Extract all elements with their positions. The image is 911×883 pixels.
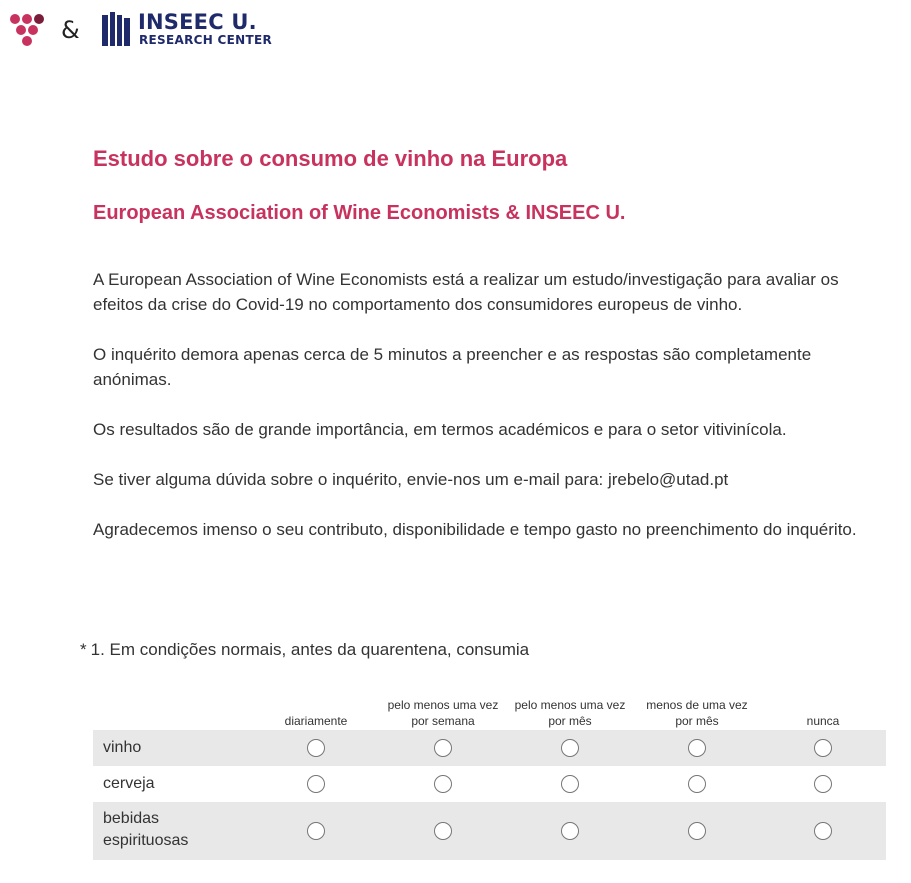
- intro-paragraph: Os resultados são de grande importância, em termos académicos e para o setor vitivinícola.: [93, 420, 787, 439]
- matrix-row-vinho: [93, 730, 886, 766]
- header: [0, 0, 911, 60]
- required-marker: *: [80, 640, 87, 659]
- radio-vinho-nunca[interactable]: [814, 739, 832, 757]
- question-1-text: 1. Em condições normais, antes da quarentena, consumia: [90, 640, 530, 659]
- logo-name: INSEEC U.: [138, 10, 257, 34]
- radio-cerveja-semana[interactable]: [434, 775, 452, 793]
- radio-bebidas-menos-mes[interactable]: [688, 822, 706, 840]
- radio-vinho-menos-mes[interactable]: [688, 739, 706, 757]
- intro-paragraph: A European Association of Wine Economists está a realizar um estudo/investigação para avaliar os efeitos da crise do Covid-19 no comportamento dos consumidores europeus de vinho.: [93, 270, 839, 314]
- matrix-header: [93, 693, 886, 729]
- column-header-diariamente: diariamente: [284, 714, 348, 728]
- column-header-menos-de-uma-vez-por-mes: menos de uma vez por mês: [646, 698, 748, 728]
- column-header-pelo-menos-uma-vez-por-semana: pelo menos uma vez por semana: [387, 698, 499, 728]
- column-header-pelo-menos-uma-vez-por-mes: pelo menos uma vez por mês: [514, 698, 626, 728]
- radio-cerveja-diariamente[interactable]: [307, 775, 325, 793]
- radio-vinho-diariamente[interactable]: [307, 739, 325, 757]
- column-header-nunca: nunca: [806, 714, 840, 728]
- radio-bebidas-nunca[interactable]: [814, 822, 832, 840]
- grapes-logo-icon: [8, 12, 48, 48]
- matrix-row-cerveja: [93, 766, 886, 802]
- ampersand: &: [61, 16, 80, 44]
- radio-bebidas-mes[interactable]: [561, 822, 579, 840]
- row-label-bebidas-espirituosas: bebidas espirituosas: [103, 810, 189, 849]
- survey-intro: [93, 267, 893, 542]
- row-label-vinho: vinho: [103, 739, 142, 756]
- survey-subtitle: European Association of Wine Economists & INSEEC U.: [93, 202, 626, 224]
- intro-paragraph: Agradecemos imenso o seu contributo, disponibilidade e tempo gasto no preenchimento do inquérito.: [93, 520, 857, 539]
- intro-paragraph: O inquérito demora apenas cerca de 5 minutos a preencher e as respostas são completamente anónimas.: [93, 345, 812, 389]
- radio-bebidas-semana[interactable]: [434, 822, 452, 840]
- logo-subtitle: RESEARCH CENTER: [139, 33, 273, 47]
- matrix-row-bebidas-espirituosas: [93, 802, 886, 860]
- radio-vinho-semana[interactable]: [434, 739, 452, 757]
- radio-cerveja-mes[interactable]: [561, 775, 579, 793]
- question-1-matrix: [93, 693, 886, 860]
- survey-title: Estudo sobre o consumo de vinho na Europa: [93, 146, 568, 171]
- radio-cerveja-menos-mes[interactable]: [688, 775, 706, 793]
- question-1-label: [80, 640, 529, 660]
- row-label-cerveja: cerveja: [103, 775, 155, 792]
- intro-paragraph: Se tiver alguma dúvida sobre o inquérito, envie-nos um e-mail para: jrebelo@utad.pt: [93, 470, 729, 489]
- inseec-building-icon: [102, 12, 130, 46]
- radio-cerveja-nunca[interactable]: [814, 775, 832, 793]
- radio-bebidas-diariamente[interactable]: [307, 822, 325, 840]
- radio-vinho-mes[interactable]: [561, 739, 579, 757]
